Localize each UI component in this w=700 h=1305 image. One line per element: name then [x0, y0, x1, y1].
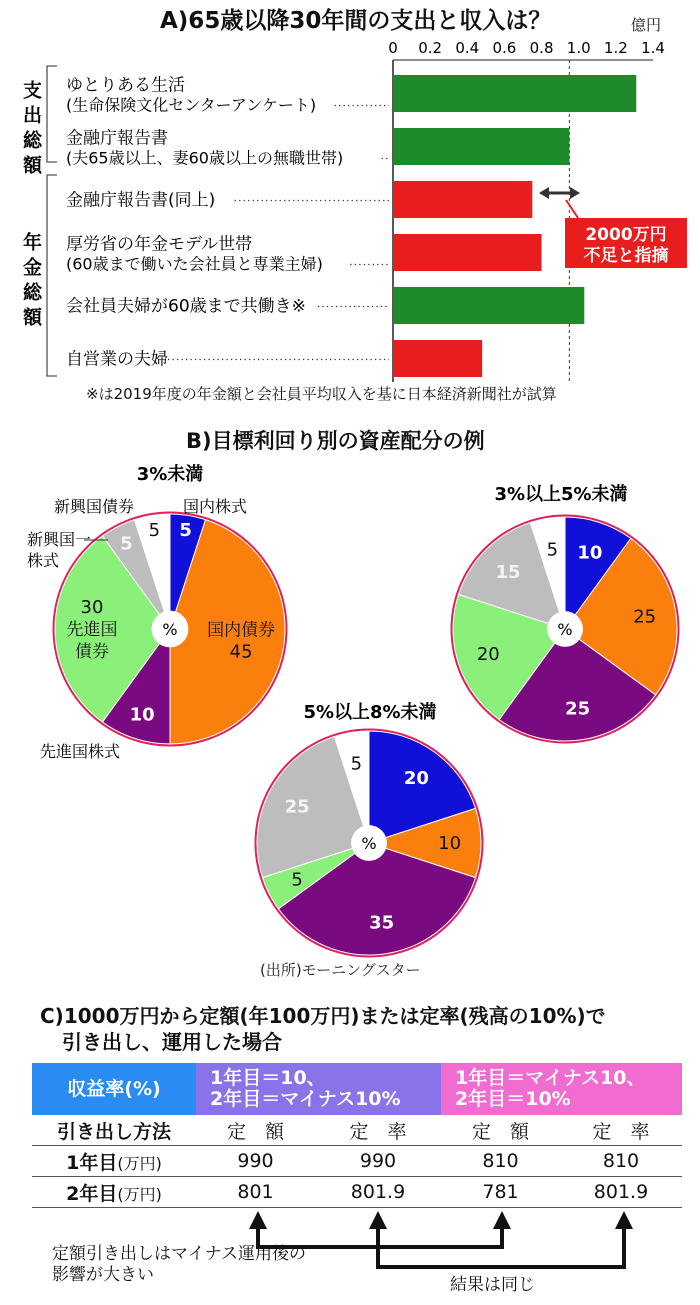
value-cell: 990: [315, 1146, 441, 1177]
expense-bracket: [47, 66, 57, 162]
pension-group-label: 年金総額: [20, 232, 42, 332]
table-row-year2: [32, 1177, 682, 1208]
section-a-bar-chart: [0, 0, 700, 420]
row2-label: [32, 1177, 196, 1208]
pie-slice-label: 20: [476, 643, 500, 665]
section-c-title: [40, 1003, 606, 1055]
header-case2: [441, 1063, 682, 1115]
pie-slice-label: 5: [546, 539, 559, 561]
pie-center-label: %: [557, 620, 573, 639]
section-b-pie-charts: [0, 420, 700, 980]
pie-slice-label: 25: [565, 698, 591, 720]
pie-slice-label: 5: [179, 520, 192, 542]
method-cell: 定 額: [196, 1115, 315, 1146]
arrow-head: [493, 1211, 511, 1229]
pie-slice-label: 35: [369, 912, 395, 934]
annotation-line2: 不足と指摘: [583, 246, 669, 266]
arrow-head: [615, 1211, 633, 1229]
note-fixed-line2: 影響が大きい: [52, 1265, 154, 1285]
pie-slice-label: 先進国: [66, 620, 118, 640]
pie-center-label: %: [162, 620, 178, 639]
header-case2-line1: 1年目＝マイナス10、: [455, 1067, 646, 1089]
method-label: 引き出し方法: [32, 1115, 196, 1146]
label-emerging-bond: 新興国債券: [54, 497, 135, 516]
x-tick-label: 0.4: [455, 39, 480, 57]
section-b-title: B)目標利回り別の資産配分の例: [186, 429, 485, 453]
label-emerging-stock-2: 株式: [27, 551, 60, 570]
label-developed-stock: 先進国株式: [40, 742, 121, 761]
expense-group-label: 支出総額: [20, 80, 42, 180]
section-c-title-line2: 引き出し、運用した場合: [62, 1030, 282, 1054]
gap-arrow-head-right: [570, 187, 580, 199]
withdrawal-table: [32, 1063, 682, 1208]
bar-6: [394, 340, 482, 377]
label-emerging-stock-1: 新興国一: [27, 530, 92, 549]
row2-label-text: 2年目: [66, 1182, 118, 1205]
pie-slice-label: 25: [284, 796, 310, 818]
pie-slice-label: 5: [148, 520, 161, 542]
pie-slice-label: 10: [129, 704, 155, 726]
arrow-head: [249, 1211, 267, 1229]
pie-slice-label: 5: [291, 869, 303, 891]
row1-unit: (万円): [117, 1153, 162, 1173]
value-cell: 781: [441, 1177, 560, 1208]
value-cell: 990: [196, 1146, 315, 1177]
category-label: (生命保険文化センターアンケート): [66, 95, 317, 115]
gap-arrow-head-left: [539, 187, 549, 199]
value-cell: 810: [560, 1146, 682, 1177]
value-cell: 801: [196, 1177, 315, 1208]
x-tick-label: 0.6: [492, 39, 517, 57]
table-row-method: [32, 1115, 682, 1146]
pie-slice-label: 15: [495, 561, 521, 583]
method-cell: 定 額: [441, 1115, 560, 1146]
bar-5: [394, 287, 584, 324]
table-row-year1: [32, 1146, 682, 1177]
header-case1: [196, 1063, 441, 1115]
pie1-title: 3%未満: [136, 464, 204, 485]
bar-4: [394, 234, 542, 271]
x-tick-label: 0: [388, 39, 398, 57]
x-tick-label: 1.0: [566, 39, 591, 57]
header-case2-line2: 2年目＝10%: [455, 1088, 571, 1110]
bar-2: [394, 128, 569, 165]
category-label: 厚労省の年金モデル世帯: [66, 234, 253, 255]
category-label: 自営業の夫婦: [66, 349, 168, 370]
method-cell: 定 率: [560, 1115, 682, 1146]
pie-slice-label: 債券: [75, 642, 109, 662]
pie3-title: 5%以上8%未満: [303, 702, 437, 723]
bar-3: [394, 181, 532, 218]
pie-slice-label: 国内債券: [207, 620, 276, 641]
bar-1: [394, 75, 636, 112]
x-tick-label: 0.8: [529, 39, 554, 57]
category-label: 会社員夫婦が60歳まで共働き※: [66, 296, 306, 317]
method-cell: 定 率: [315, 1115, 441, 1146]
header-case1-line1: 1年目＝10、: [210, 1067, 326, 1089]
category-label: 金融庁報告書: [66, 128, 168, 149]
label-domestic-stock: 国内株式: [183, 497, 248, 516]
axis-unit: 億円: [631, 16, 662, 34]
pie-slice-label: 30: [80, 597, 104, 618]
header-yield: 収益率(%): [32, 1063, 196, 1115]
pie-slice-label: 10: [577, 542, 603, 564]
category-label: (夫65歳以上、妻60歳以上の無職世帯): [66, 148, 344, 168]
arrow-head: [369, 1211, 387, 1229]
section-b-source: (出所)モーニングスター: [260, 961, 421, 979]
category-label: (60歳まで働いた会社員と専業主婦): [66, 254, 323, 274]
annotation-line1: 2000万円: [585, 225, 667, 245]
section-c-title-line1: C)1000万円から定額(年100万円)または定率(残高の10%)で: [40, 1004, 606, 1028]
pie-slice-label: 5: [120, 533, 133, 555]
pie2-title: 3%以上5%未満: [494, 484, 628, 505]
note-fixed-impact: [52, 1244, 306, 1286]
pension-bracket: [47, 175, 57, 376]
row2-unit: (万円): [117, 1184, 162, 1204]
pie-slice-label: 10: [438, 833, 462, 854]
x-tick-label: 1.4: [641, 39, 665, 57]
table-header-row: [32, 1063, 682, 1115]
x-tick-label: 0.2: [418, 39, 443, 57]
pie-slice-label: 20: [403, 767, 429, 789]
pie-slice-label: 45: [229, 641, 253, 663]
value-cell: 801.9: [315, 1177, 441, 1208]
category-label: 金融庁報告書(同上): [66, 190, 216, 211]
category-label: ゆとりある生活: [66, 75, 185, 96]
note-fixed-line1: 定額引き出しはマイナス運用後の: [52, 1244, 306, 1264]
pie-slice-label: 5: [350, 753, 363, 775]
header-case1-line2: 2年目＝マイナス10%: [210, 1088, 401, 1110]
pie-slice-label: 25: [633, 606, 657, 628]
value-cell: 810: [441, 1146, 560, 1177]
x-tick-label: 1.2: [603, 39, 628, 57]
section-a-title: A)65歳以降30年間の支出と収入は？: [160, 8, 552, 34]
value-cell: 801.9: [560, 1177, 682, 1208]
pie-center-label: %: [361, 834, 377, 853]
section-a-footnote: ※は2019年度の年金額と会社員平均収入を基に日本経済新聞社が試算: [86, 385, 557, 403]
annotation-pointer: [566, 200, 578, 218]
row1-label-text: 1年目: [66, 1151, 118, 1174]
row1-label: [32, 1146, 196, 1177]
note-same-result: 結果は同じ: [450, 1275, 535, 1295]
